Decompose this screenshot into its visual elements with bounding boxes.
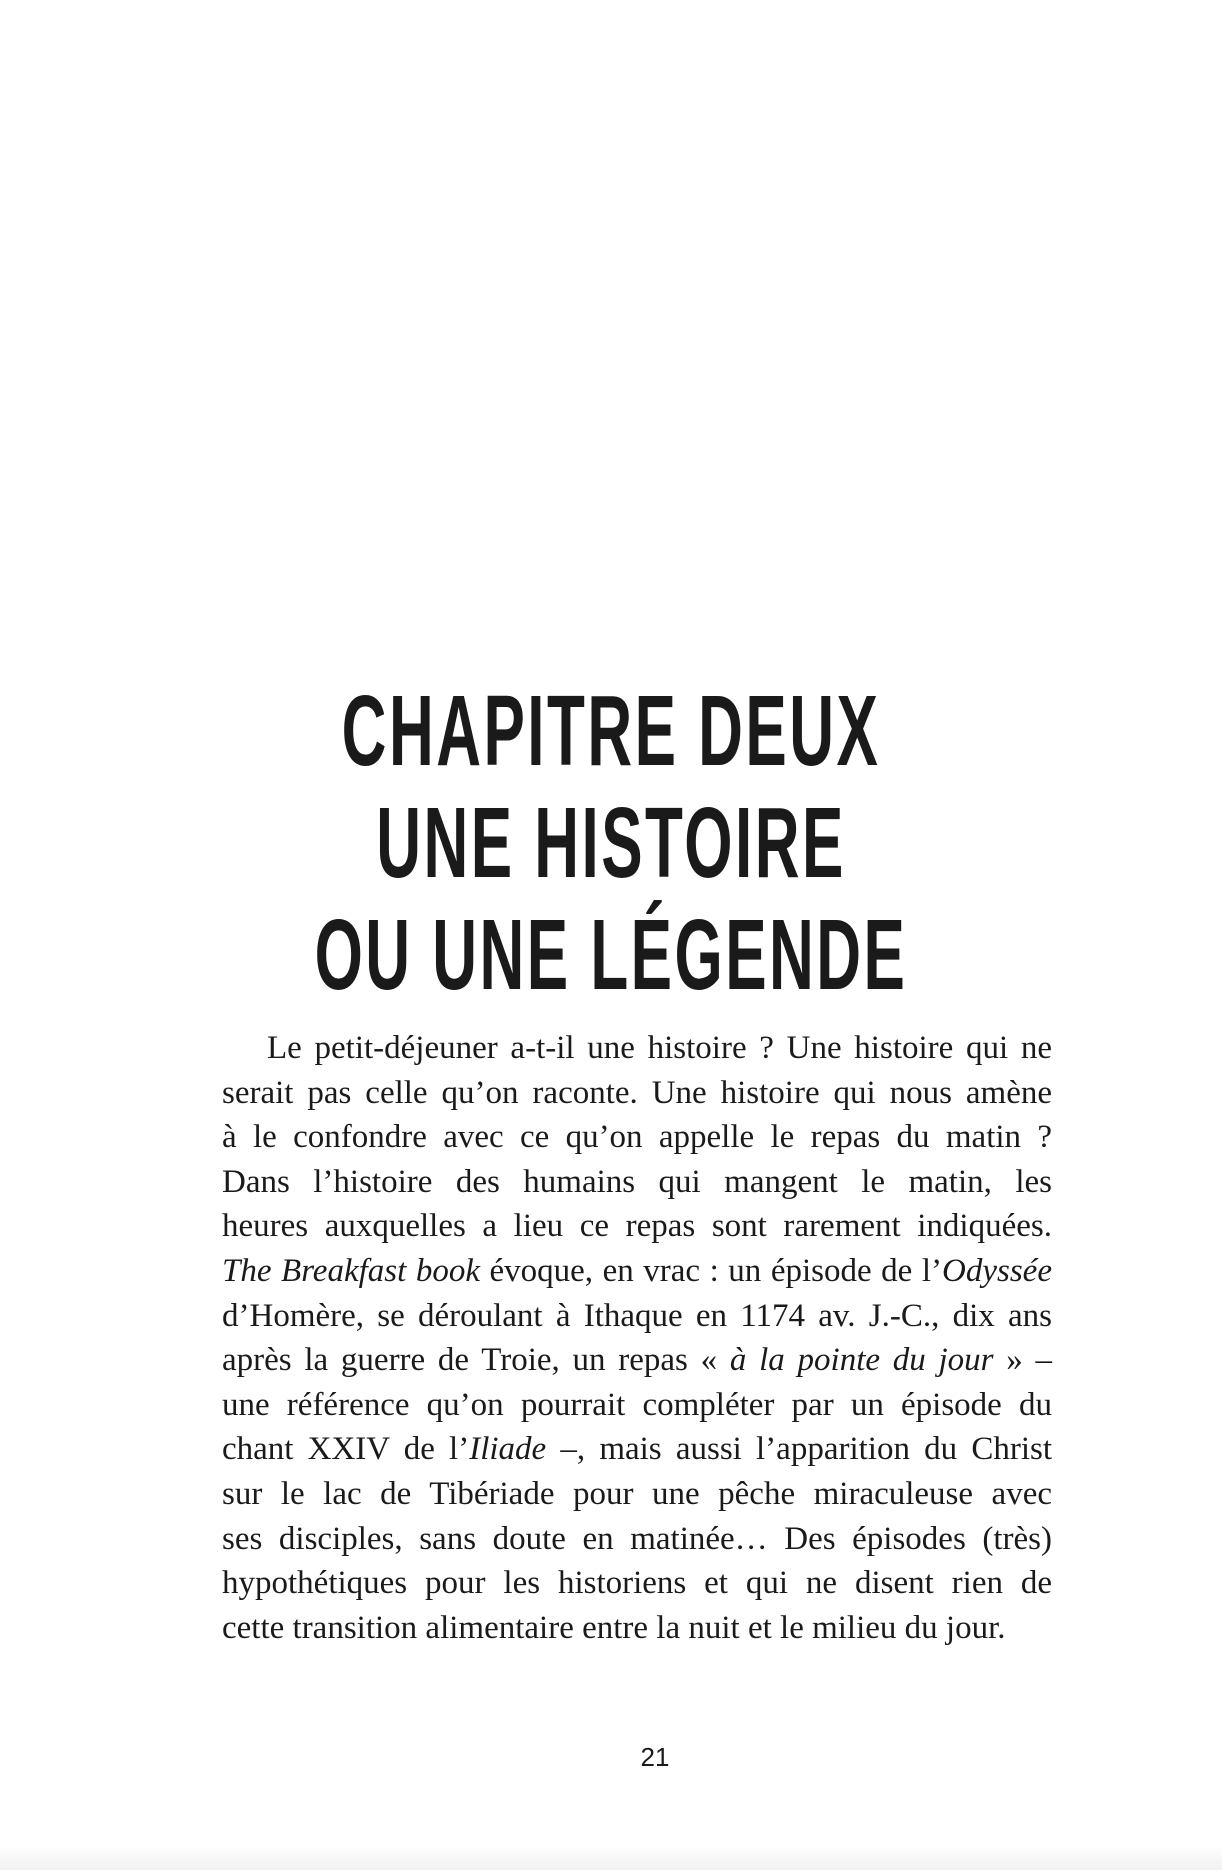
body-paragraph	[222, 1026, 1052, 1650]
chapter-title-line-2: UNE HISTOIRE	[376, 787, 846, 899]
text-line: une référence qu’on pourrait compléter par un épisode du	[222, 1386, 1052, 1423]
chapter-title	[232, 675, 990, 1011]
work-title-italic: Iliade	[469, 1431, 547, 1468]
text-line: d’Homère, se déroulant à Ithaque en 1174 av. J.-C., dix ans	[222, 1297, 1052, 1334]
chapter-title-line-1: CHAPITRE DEUX	[341, 675, 881, 787]
text-line: Le petit-déjeuner a-t-il une histoire ? Une histoire qui ne	[267, 1030, 1052, 1066]
text-line	[222, 1338, 1052, 1383]
text-segment: » –	[993, 1342, 1052, 1379]
text-line: hypothétiques pour les historiens et qui ne disent rien de	[222, 1565, 1052, 1602]
text-segment: chant XXIV de l’	[222, 1431, 470, 1468]
text-line: Dans l’histoire des humains qui mangent le matin, les	[222, 1163, 1052, 1200]
chapter-title-line-3: OU UNE LÉGENDE	[314, 899, 908, 1011]
text-segment: –, mais aussi l’apparition du Christ	[546, 1431, 1053, 1468]
book-title-italic: The Breakfast book	[222, 1252, 480, 1289]
text-line: serait pas celle qu’on raconte. Une histoire qui nous amène	[222, 1074, 1052, 1111]
text-segment: évoque, en vrac : un épisode de l’	[479, 1252, 943, 1289]
work-title-italic: Odyssée	[942, 1252, 1052, 1289]
text-line: sur le lac de Tibériade pour une pêche miraculeuse avec	[222, 1475, 1052, 1512]
text-line: ses disciples, sans doute en matinée… Des épisodes (très)	[222, 1520, 1052, 1557]
page-bottom-edge	[0, 1846, 1222, 1870]
text-line: cette transition alimentaire entre la nuit et le milieu du jour.	[222, 1609, 1006, 1646]
text-line: heures auxquelles a lieu ce repas sont rarement indiquées.	[222, 1208, 1052, 1245]
text-line	[222, 1249, 1052, 1294]
page-number: 21	[640, 1742, 670, 1772]
text-line: à le confondre avec ce qu’on appelle le repas du matin ?	[222, 1119, 1052, 1156]
text-line	[222, 1427, 1052, 1472]
quote-italic: à la pointe du jour	[729, 1342, 994, 1379]
text-segment: après la guerre de Troie, un repas «	[222, 1342, 730, 1379]
